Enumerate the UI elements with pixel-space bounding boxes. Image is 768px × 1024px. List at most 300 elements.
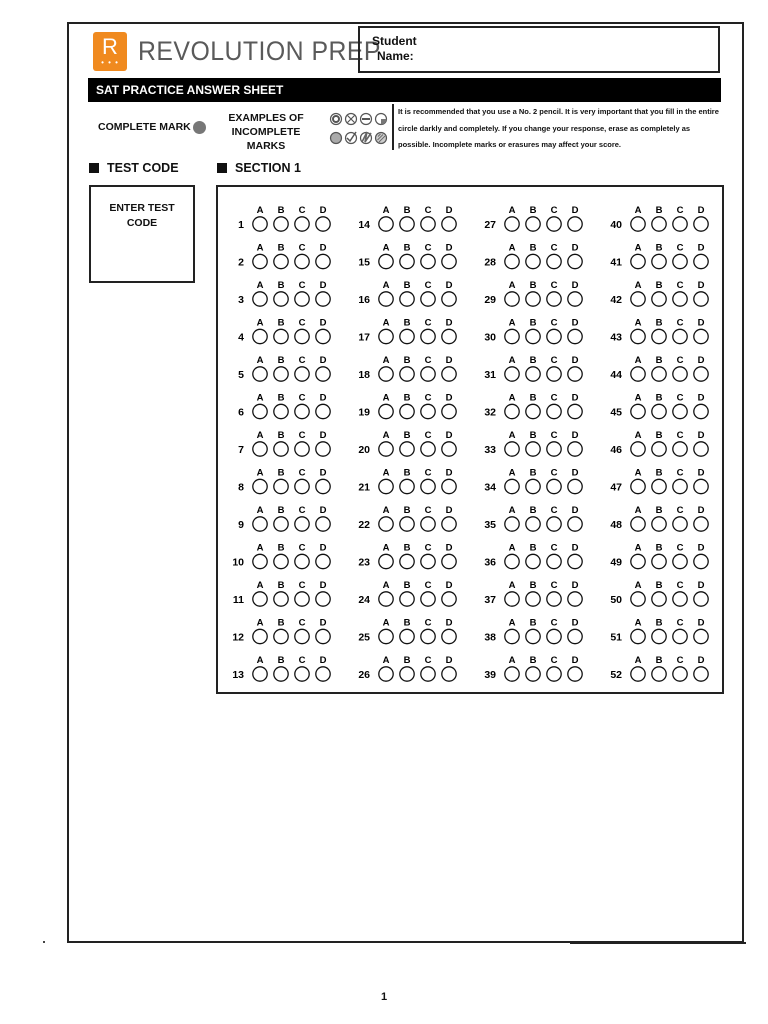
answer-bubble[interactable] — [652, 629, 666, 643]
choice-letter: D — [697, 467, 705, 479]
answer-bubble[interactable] — [547, 404, 561, 418]
answer-bubble[interactable] — [316, 517, 330, 531]
answer-bubble[interactable] — [379, 592, 393, 606]
answer-bubble[interactable] — [652, 479, 666, 493]
question-row — [238, 355, 330, 381]
answer-bubble[interactable] — [400, 442, 414, 456]
choice-letter: B — [529, 542, 537, 554]
answer-bubble[interactable] — [526, 442, 540, 456]
answer-bubble[interactable] — [652, 367, 666, 381]
answer-bubble[interactable] — [379, 442, 393, 456]
answer-bubble[interactable] — [547, 367, 561, 381]
choice-letter: A — [634, 280, 642, 291]
answer-bubble[interactable] — [547, 592, 561, 606]
answer-bubble[interactable] — [526, 292, 540, 306]
answer-bubble[interactable] — [694, 554, 708, 568]
answer-bubble[interactable] — [274, 404, 288, 418]
question-row — [232, 655, 330, 681]
question-row — [610, 205, 708, 231]
answer-bubble[interactable] — [379, 404, 393, 418]
answer-bubble[interactable] — [400, 367, 414, 381]
answer-bubble[interactable] — [316, 217, 330, 231]
answer-bubble[interactable] — [400, 329, 414, 343]
answer-bubble[interactable] — [673, 254, 687, 268]
answer-bubble[interactable] — [547, 479, 561, 493]
question-number: 18 — [358, 369, 370, 381]
answer-bubble[interactable] — [295, 442, 309, 456]
answer-bubble[interactable] — [421, 629, 435, 643]
answer-bubble[interactable] — [505, 292, 519, 306]
answer-bubble[interactable] — [442, 554, 456, 568]
answer-bubble[interactable] — [253, 217, 267, 231]
answer-bubble[interactable] — [568, 592, 582, 606]
answer-bubble[interactable] — [673, 479, 687, 493]
answer-bubble[interactable] — [274, 329, 288, 343]
answer-bubble[interactable] — [652, 442, 666, 456]
answer-bubble[interactable] — [400, 629, 414, 643]
answer-bubble[interactable] — [673, 517, 687, 531]
answer-bubble[interactable] — [505, 592, 519, 606]
answer-bubble[interactable] — [274, 217, 288, 231]
answer-bubble[interactable] — [295, 517, 309, 531]
answer-bubble[interactable] — [694, 404, 708, 418]
answer-bubble[interactable] — [253, 329, 267, 343]
answer-bubble[interactable] — [526, 329, 540, 343]
answer-bubble[interactable] — [652, 404, 666, 418]
answer-bubble[interactable] — [505, 254, 519, 268]
choice-letter: D — [697, 655, 705, 666]
answer-bubble[interactable] — [673, 367, 687, 381]
answer-bubble[interactable] — [547, 217, 561, 231]
answer-bubble[interactable] — [568, 554, 582, 568]
answer-bubble[interactable] — [631, 442, 645, 456]
question-row — [238, 205, 330, 231]
answer-bubble[interactable] — [526, 367, 540, 381]
question-row — [358, 580, 456, 606]
choice-letter: C — [550, 617, 558, 629]
question-number: 46 — [610, 444, 622, 456]
answer-bubble[interactable] — [253, 442, 267, 456]
choice-letter: B — [655, 242, 663, 254]
answer-bubble[interactable] — [379, 367, 393, 381]
answer-bubble[interactable] — [631, 629, 645, 643]
answer-bubble[interactable] — [442, 292, 456, 306]
question-number: 41 — [610, 256, 622, 269]
answer-bubble[interactable] — [442, 517, 456, 531]
question-number: 6 — [238, 406, 244, 419]
answer-bubble[interactable] — [568, 329, 582, 343]
answer-bubble[interactable] — [253, 554, 267, 568]
answer-bubble[interactable] — [316, 667, 330, 681]
answer-bubble[interactable] — [316, 404, 330, 418]
answer-bubble[interactable] — [631, 329, 645, 343]
answer-bubble[interactable] — [400, 517, 414, 531]
answer-bubble[interactable] — [673, 404, 687, 418]
answer-bubble[interactable] — [547, 667, 561, 681]
choice-letter: C — [676, 355, 684, 366]
answer-bubble[interactable] — [568, 404, 582, 418]
question-number: 24 — [358, 594, 370, 606]
question-row — [358, 543, 456, 569]
answer-bubble[interactable] — [694, 367, 708, 381]
answer-bubble[interactable] — [526, 517, 540, 531]
answer-bubble[interactable] — [400, 254, 414, 268]
choice-letter: D — [319, 542, 327, 554]
answer-bubble[interactable] — [316, 442, 330, 456]
answer-bubble[interactable] — [505, 442, 519, 456]
answer-bubble[interactable] — [442, 254, 456, 268]
answer-bubble[interactable] — [547, 629, 561, 643]
choice-letter: B — [655, 655, 663, 666]
answer-bubble[interactable] — [253, 629, 267, 643]
answer-bubble[interactable] — [274, 367, 288, 381]
answer-bubble[interactable] — [421, 667, 435, 681]
answer-bubble[interactable] — [505, 479, 519, 493]
answer-bubble[interactable] — [442, 367, 456, 381]
question-row — [610, 243, 708, 269]
answer-bubble[interactable] — [379, 254, 393, 268]
choice-letter: D — [445, 242, 453, 254]
choice-letter: C — [676, 280, 684, 291]
answer-bubble[interactable] — [295, 554, 309, 568]
answer-bubble[interactable] — [379, 554, 393, 568]
answer-bubble[interactable] — [652, 667, 666, 681]
question-number: 12 — [232, 631, 244, 644]
answer-bubble[interactable] — [253, 592, 267, 606]
answer-bubble[interactable] — [421, 554, 435, 568]
answer-bubble[interactable] — [526, 404, 540, 418]
question-number: 8 — [238, 481, 244, 494]
answer-bubble[interactable] — [274, 292, 288, 306]
choice-letter: D — [697, 617, 705, 629]
answer-bubble[interactable] — [652, 554, 666, 568]
answer-bubble[interactable] — [568, 292, 582, 306]
answer-bubble[interactable] — [421, 592, 435, 606]
answer-bubble[interactable] — [673, 442, 687, 456]
logo-letter: R — [102, 33, 118, 59]
answer-bubble[interactable] — [505, 404, 519, 418]
answer-bubble[interactable] — [379, 517, 393, 531]
answer-bubble[interactable] — [295, 254, 309, 268]
section-heading — [217, 161, 301, 175]
choice-letter: A — [256, 542, 264, 554]
answer-bubble[interactable] — [505, 554, 519, 568]
answer-bubble[interactable] — [274, 554, 288, 568]
answer-bubble[interactable] — [568, 254, 582, 268]
choice-letter: A — [382, 317, 390, 329]
choice-letter: B — [655, 580, 663, 591]
answer-bubble[interactable] — [547, 442, 561, 456]
answer-bubble[interactable] — [694, 292, 708, 306]
answer-bubble[interactable] — [274, 442, 288, 456]
answer-bubble[interactable] — [400, 479, 414, 493]
choice-letter: D — [571, 280, 579, 291]
choice-letter: C — [424, 317, 432, 329]
legend-divider — [392, 104, 394, 150]
answer-bubble[interactable] — [652, 217, 666, 231]
choice-letter: C — [298, 617, 306, 629]
answer-bubble[interactable] — [694, 592, 708, 606]
question-number: 39 — [484, 669, 496, 681]
question-number: 3 — [238, 294, 244, 306]
answer-bubble[interactable] — [631, 217, 645, 231]
answer-bubble[interactable] — [526, 479, 540, 493]
answer-bubble[interactable] — [274, 629, 288, 643]
answer-bubble[interactable] — [379, 479, 393, 493]
answer-bubble[interactable] — [295, 629, 309, 643]
answer-bubble[interactable] — [295, 592, 309, 606]
student-label: Student — [372, 34, 417, 48]
question-row — [610, 468, 708, 494]
answer-bubble[interactable] — [673, 667, 687, 681]
answer-bubble[interactable] — [295, 404, 309, 418]
answer-bubble[interactable] — [505, 367, 519, 381]
answer-bubble[interactable] — [274, 667, 288, 681]
answer-bubble[interactable] — [694, 254, 708, 268]
answer-bubble[interactable] — [400, 554, 414, 568]
answer-bubble[interactable] — [295, 217, 309, 231]
answer-bubble[interactable] — [652, 517, 666, 531]
answer-bubble[interactable] — [421, 517, 435, 531]
answer-bubble[interactable] — [295, 479, 309, 493]
answer-bubble[interactable] — [652, 292, 666, 306]
answer-bubble[interactable] — [526, 592, 540, 606]
answer-bubble[interactable] — [421, 367, 435, 381]
answer-bubble[interactable] — [673, 629, 687, 643]
choice-letter: D — [319, 617, 327, 629]
answer-bubble[interactable] — [442, 217, 456, 231]
question-row — [484, 205, 582, 231]
question-number: 36 — [484, 556, 496, 569]
choice-letter: A — [508, 242, 516, 254]
answer-bubble[interactable] — [505, 517, 519, 531]
answer-bubble[interactable] — [547, 554, 561, 568]
choice-letter: C — [550, 280, 558, 291]
answer-bubble[interactable] — [673, 592, 687, 606]
logo-icon — [93, 32, 127, 71]
answer-bubble[interactable] — [673, 292, 687, 306]
choice-letter: B — [529, 617, 537, 629]
answer-bubble[interactable] — [505, 667, 519, 681]
complete-mark-icon — [193, 121, 206, 134]
answer-bubble[interactable] — [505, 629, 519, 643]
choice-letter: D — [697, 392, 705, 404]
answer-bubble[interactable] — [295, 292, 309, 306]
answer-bubble[interactable] — [400, 292, 414, 306]
answer-bubble[interactable] — [442, 404, 456, 418]
answer-bubble[interactable] — [547, 254, 561, 268]
answer-bubble[interactable] — [253, 367, 267, 381]
answer-bubble[interactable] — [631, 517, 645, 531]
question-number: 7 — [238, 444, 244, 456]
answer-bubble[interactable] — [694, 479, 708, 493]
answer-bubble[interactable] — [631, 367, 645, 381]
choice-letter: B — [529, 205, 537, 216]
answer-bubble[interactable] — [253, 517, 267, 531]
choice-letter: B — [277, 617, 285, 629]
answer-bubble[interactable] — [526, 217, 540, 231]
answer-bubble[interactable] — [631, 667, 645, 681]
answer-bubble[interactable] — [421, 329, 435, 343]
question-number: 29 — [484, 294, 496, 306]
answer-bubble[interactable] — [274, 479, 288, 493]
answer-bubble[interactable] — [316, 254, 330, 268]
choice-letter: C — [424, 617, 432, 629]
choice-letter: A — [256, 280, 264, 291]
answer-bubble[interactable] — [673, 329, 687, 343]
answer-bubble[interactable] — [379, 667, 393, 681]
question-row — [238, 505, 330, 531]
choice-letter: B — [277, 317, 285, 329]
answer-bubble[interactable] — [505, 329, 519, 343]
answer-bubble[interactable] — [526, 254, 540, 268]
answer-bubble[interactable] — [400, 592, 414, 606]
choice-letter: C — [298, 505, 306, 516]
answer-bubble[interactable] — [295, 329, 309, 343]
answer-bubble[interactable] — [694, 629, 708, 643]
answer-bubble[interactable] — [295, 667, 309, 681]
answer-bubble[interactable] — [442, 329, 456, 343]
choice-letter: C — [298, 355, 306, 366]
question-row — [238, 280, 330, 306]
question-row — [238, 393, 330, 419]
answer-bubble[interactable] — [568, 479, 582, 493]
answer-bubble[interactable] — [274, 592, 288, 606]
question-number: 19 — [358, 406, 370, 419]
page-number: 1 — [380, 991, 388, 1003]
answer-bubble[interactable] — [568, 629, 582, 643]
answer-bubble[interactable] — [379, 629, 393, 643]
choice-letter: C — [676, 242, 684, 254]
answer-bubble[interactable] — [631, 254, 645, 268]
choice-letter: A — [382, 467, 390, 479]
choice-letter: A — [256, 580, 264, 591]
answer-bubble[interactable] — [253, 292, 267, 306]
answer-bubble[interactable] — [673, 554, 687, 568]
choice-letter: B — [529, 355, 537, 366]
answer-bubble[interactable] — [568, 517, 582, 531]
choice-letter: B — [403, 392, 411, 404]
answer-bubble[interactable] — [274, 254, 288, 268]
answer-bubble[interactable] — [568, 217, 582, 231]
answer-bubble[interactable] — [631, 479, 645, 493]
answer-bubble[interactable] — [400, 404, 414, 418]
answer-bubble[interactable] — [631, 404, 645, 418]
choice-letter: B — [403, 655, 411, 666]
answer-bubble[interactable] — [694, 517, 708, 531]
answer-bubble[interactable] — [547, 292, 561, 306]
answer-bubble[interactable] — [694, 217, 708, 231]
choice-letter: A — [382, 505, 390, 516]
answer-bubble[interactable] — [421, 404, 435, 418]
choice-letter: D — [319, 205, 327, 216]
answer-bubble[interactable] — [274, 517, 288, 531]
choice-letter: C — [424, 430, 432, 441]
answer-bubble[interactable] — [568, 442, 582, 456]
answer-bubble[interactable] — [295, 367, 309, 381]
answer-bubble[interactable] — [694, 329, 708, 343]
answer-bubble[interactable] — [694, 667, 708, 681]
answer-bubble[interactable] — [421, 254, 435, 268]
answer-bubble[interactable] — [652, 254, 666, 268]
answer-bubble[interactable] — [526, 629, 540, 643]
answer-bubble[interactable] — [253, 667, 267, 681]
answer-bubble[interactable] — [379, 292, 393, 306]
answer-bubble[interactable] — [652, 329, 666, 343]
answer-bubble[interactable] — [526, 667, 540, 681]
answer-bubble[interactable] — [253, 404, 267, 418]
answer-bubble[interactable] — [526, 554, 540, 568]
answer-bubble[interactable] — [673, 217, 687, 231]
answer-bubble[interactable] — [421, 479, 435, 493]
question-row — [238, 243, 330, 269]
answer-bubble[interactable] — [442, 442, 456, 456]
question-number: 21 — [358, 481, 370, 494]
question-number: 14 — [358, 219, 370, 231]
answer-bubble[interactable] — [631, 592, 645, 606]
answer-bubble[interactable] — [442, 479, 456, 493]
answer-bubble[interactable] — [316, 329, 330, 343]
answer-bubble[interactable] — [421, 217, 435, 231]
answer-bubble[interactable] — [505, 217, 519, 231]
answer-bubble[interactable] — [631, 554, 645, 568]
answer-bubble[interactable] — [379, 329, 393, 343]
question-row — [232, 618, 330, 644]
answer-bubble[interactable] — [316, 629, 330, 643]
answer-bubble[interactable] — [400, 217, 414, 231]
choice-letter: D — [571, 392, 579, 404]
answer-bubble[interactable] — [694, 442, 708, 456]
answer-bubble[interactable] — [379, 217, 393, 231]
answer-bubble[interactable] — [316, 367, 330, 381]
answer-bubble[interactable] — [547, 517, 561, 531]
student-name-field[interactable] — [358, 26, 720, 73]
choice-letter: D — [571, 655, 579, 666]
choice-letter: B — [277, 505, 285, 516]
answer-bubble[interactable] — [253, 479, 267, 493]
choice-letter: D — [571, 430, 579, 441]
answer-bubble[interactable] — [316, 479, 330, 493]
answer-bubble[interactable] — [442, 592, 456, 606]
answer-bubble[interactable] — [316, 554, 330, 568]
answer-bubble[interactable] — [316, 292, 330, 306]
choice-letter: A — [256, 205, 264, 216]
answer-bubble[interactable] — [442, 667, 456, 681]
choice-letter: B — [277, 467, 285, 479]
answer-bubble[interactable] — [421, 292, 435, 306]
answer-bubble[interactable] — [253, 254, 267, 268]
answer-bubble[interactable] — [631, 292, 645, 306]
answer-bubble[interactable] — [442, 629, 456, 643]
choice-letter: D — [319, 317, 327, 329]
choice-letter: B — [403, 430, 411, 441]
answer-bubble[interactable] — [316, 592, 330, 606]
choice-letter: A — [382, 617, 390, 629]
choice-letter: A — [382, 242, 390, 254]
choice-letter: A — [256, 242, 264, 254]
test-code-input[interactable] — [89, 185, 195, 283]
choice-letter: A — [508, 580, 516, 591]
answer-bubble[interactable] — [652, 592, 666, 606]
choice-letter: A — [256, 505, 264, 516]
question-number: 22 — [358, 519, 370, 531]
answer-bubble[interactable] — [421, 442, 435, 456]
answer-bubble[interactable] — [547, 329, 561, 343]
sheet-title: SAT PRACTICE ANSWER SHEET — [88, 78, 721, 102]
answer-bubble[interactable] — [400, 667, 414, 681]
answer-bubble[interactable] — [568, 367, 582, 381]
answer-bubble[interactable] — [568, 667, 582, 681]
